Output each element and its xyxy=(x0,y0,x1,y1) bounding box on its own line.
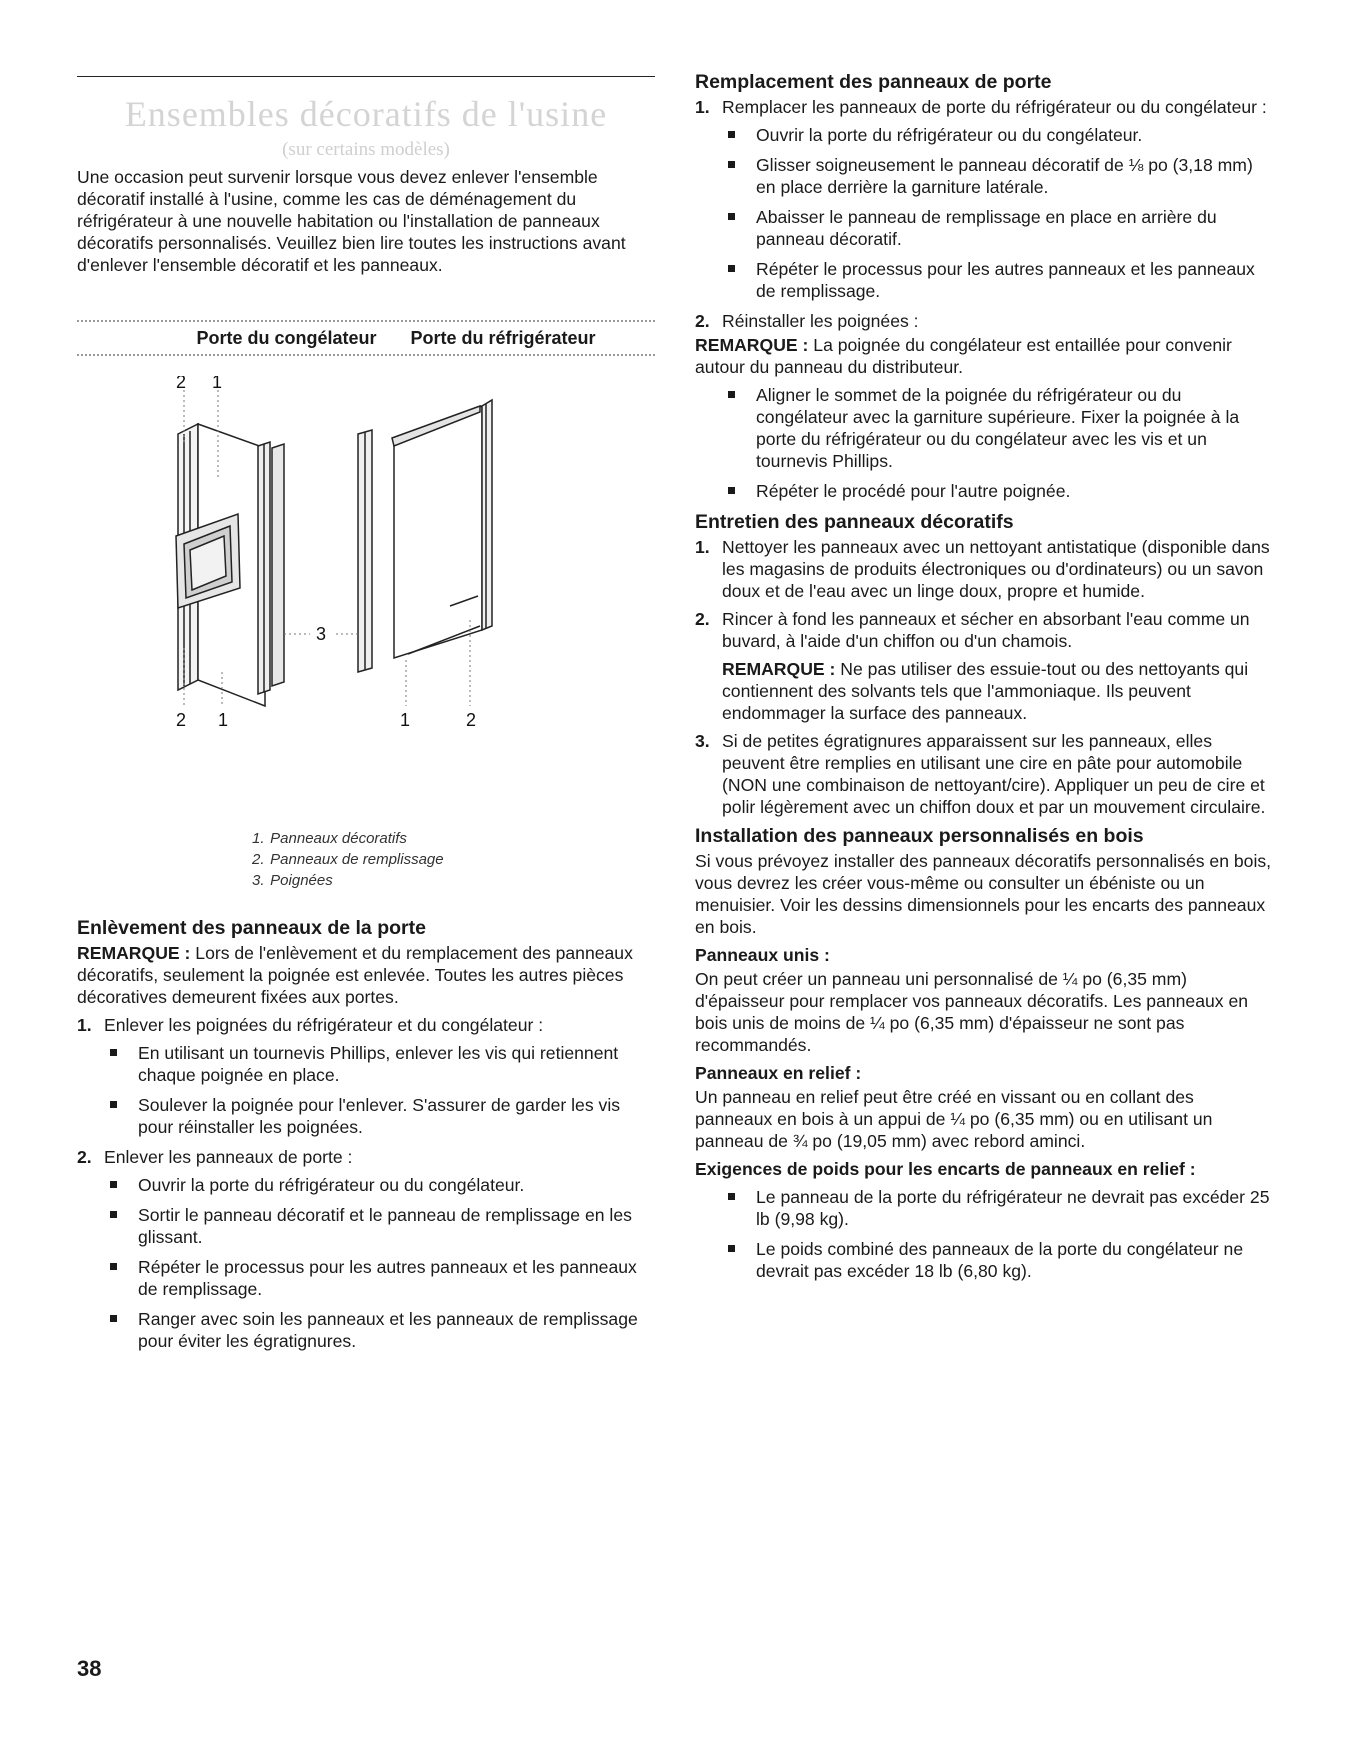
list-item: Aligner le sommet de la poignée du réfrigérateur ou du congélateur avec la garniture supérieure. Fixer la poignée à la porte du réfrigérateur ou du congélateur avec les vis et un tournevis Phillips. xyxy=(722,384,1275,472)
list-item: 1. Remplacer les panneaux de porte du réfrigérateur ou du congélateur : Ouvrir la porte du réfrigérateur ou du congélateur. Glisser soigneusement le panneau décoratif de ⅛ po (3,18 mm) en place derrière la garniture latérale. Abaisser le panneau de remplissage en place en arrière du panneau décoratif. Répéter le processus pour les autres panneaux et les panneaux de remplissage. xyxy=(695,96,1275,302)
list-item: 2. Rincer à fond les panneaux et sécher en absorbant l'eau comme un buvard, à l'aide d'un chiffon ou d'un chamois. REMARQUE : Ne pas utiliser des essuie-tout ou des nettoyants qui contiennent des solvants tels que l'ammoniaque. Ils peuvent endommager la surface des panneaux. xyxy=(695,608,1275,724)
door-table-header xyxy=(77,320,655,360)
page-subtitle: (sur certains modèles) xyxy=(282,139,450,160)
list-item: 2. Enlever les panneaux de porte : Ouvrir la porte du réfrigérateur ou du congélateur. Sortir le panneau décoratif et le panneau de remplissage en les glissant. Répéter le processus pour les autres panneaux et les panneaux de remplissage. Ranger avec soin les panneaux et les panneaux de remplissage pour éviter les égratignures. xyxy=(77,1146,657,1352)
list-item: 1. Nettoyer les panneaux avec un nettoyant antistatique (disponible dans les magasins de produits électroniques ou d'ordinateurs) ou un savon doux et de l'eau avec un linge doux, propre et humide. xyxy=(695,537,1270,601)
dotted-divider-bottom xyxy=(77,354,655,356)
replace-steps xyxy=(695,96,1275,332)
intro-paragraph: Une occasion peut survenir lorsque vous devez enlever l'ensemble décoratif installé à l'usine, comme les cas de déménagement du réfrigérateur à une nouvelle habitation ou l'installation de panneaux décoratifs personnalisés. Veuillez bien lire toutes les instructions avant d'enlever l'ensemble décoratif et les panneaux. xyxy=(77,167,626,275)
list-item: Répéter le processus pour les autres panneaux et les panneaux de remplissage. xyxy=(104,1256,657,1300)
list-item: Ranger avec soin les panneaux et les panneaux de remplissage pour éviter les égratignures. xyxy=(104,1308,657,1352)
label-bottom-left-2: 2 xyxy=(176,710,187,730)
care-heading: Entretien des panneaux décoratifs xyxy=(695,511,1014,533)
figure-legend xyxy=(252,828,444,891)
legend-item: 2. Panneaux de remplissage xyxy=(252,851,444,868)
replace-section xyxy=(695,70,1275,1290)
legend-item: 3. Poignées xyxy=(252,872,333,889)
decor-panel-illustration xyxy=(160,376,580,816)
list-item: Répéter le processus pour les autres panneaux et les panneaux de remplissage. xyxy=(722,258,1275,302)
list-item: Abaisser le panneau de remplissage en place en arrière du panneau décoratif. xyxy=(722,206,1275,250)
label-bottom-left-1: 1 xyxy=(218,710,229,730)
wood-intro: Si vous prévoyez installer des panneaux décoratifs personnalisés en bois, vous devrez les créer vous-même ou consulter un ébéniste ou un menuisier. Voir les dessins dimensionnels pour les encarts des panneaux en bois. xyxy=(695,851,1272,937)
top-rule xyxy=(77,76,655,77)
fridge-door-heading: Porte du réfrigérateur xyxy=(410,328,596,348)
removal-section xyxy=(77,916,657,1360)
label-top-2: 2 xyxy=(176,376,187,392)
page-number: 38 xyxy=(77,1656,102,1681)
freezer-door-heading: Porte du congélateur xyxy=(196,328,377,348)
page-title: Ensembles décoratifs de l'usine xyxy=(124,94,608,134)
list-item: Ouvrir la porte du réfrigérateur ou du congélateur. xyxy=(722,124,1275,146)
list-item: Soulever la poignée pour l'enlever. S'assurer de garder les vis pour réinstaller les poignées. xyxy=(104,1094,657,1138)
list-item: En utilisant un tournevis Phillips, enlever les vis qui retiennent chaque poignée en place. xyxy=(104,1042,657,1086)
handle-bullets xyxy=(695,384,1275,502)
legend-item: 1. Panneaux décoratifs xyxy=(252,830,407,847)
removal-note: REMARQUE : Lors de l'enlèvement et du remplacement des panneaux décoratifs, seulement la poignée est enlevée. Toutes les autres pièces décoratives demeurent fixées aux portes. xyxy=(77,943,633,1007)
label-bottom-right-2: 2 xyxy=(466,710,477,730)
flat-panels-text: On peut créer un panneau uni personnalisé de ¼ po (6,35 mm) d'épaisseur pour remplacer vos panneaux décoratifs. Les panneaux en bois unis de moins de ¼ po (6,35 mm) d'épaisseur ne sont pas recommandés. xyxy=(695,969,1249,1055)
flat-panels-heading: Panneaux unis : xyxy=(695,945,830,965)
relief-panels-text: Un panneau en relief peut être créé en vissant ou en collant des panneaux en bois à un appui de ¼ po (6,35 mm) ou en utilisant un panneau de ¾ po (19,05 mm) avec rebord aminci. xyxy=(695,1087,1213,1151)
list-item: 3. Si de petites égratignures apparaissent sur les panneaux, elles peuvent être remplies en utilisant une cire en pâte pour automobile (NON une combinaison de nettoyant/cire). Appliquer un peu de cire et polir légèrement avec un chiffon doux et par un mouvement circulaire. xyxy=(695,731,1266,817)
list-item: Sortir le panneau décoratif et le panneau de remplissage en les glissant. xyxy=(104,1204,657,1248)
list-item: Ouvrir la porte du réfrigérateur ou du congélateur. xyxy=(104,1174,657,1196)
list-item: Glisser soigneusement le panneau décoratif de ⅛ po (3,18 mm) en place derrière la garniture latérale. xyxy=(722,154,1275,198)
weight-bullets xyxy=(695,1186,1275,1282)
label-top-1: 1 xyxy=(212,376,223,392)
list-item: Répéter le procédé pour l'autre poignée. xyxy=(722,480,1275,502)
wood-heading: Installation des panneaux personnalisés en bois xyxy=(695,825,1144,847)
list-item: Le poids combiné des panneaux de la porte du congélateur ne devrait pas excéder 18 lb (6,80 kg). xyxy=(722,1238,1275,1282)
replace-note: REMARQUE : La poignée du congélateur est entaillée pour convenir autour du panneau du distributeur. xyxy=(695,335,1232,377)
list-item: 1. Enlever les poignées du réfrigérateur et du congélateur : En utilisant un tournevis Phillips, enlever les vis qui retiennent chaque poignée en place. Soulever la poignée pour l'enlever. S'assurer de garder les vis pour réinstaller les poignées. xyxy=(77,1014,657,1138)
label-bottom-right-1: 1 xyxy=(400,710,411,730)
list-item: Le panneau de la porte du réfrigérateur ne devrait pas excéder 25 lb (9,98 kg). xyxy=(722,1186,1275,1230)
care-steps xyxy=(695,536,1275,818)
label-handles-3: 3 xyxy=(316,624,327,644)
list-item: 2. Réinstaller les poignées : xyxy=(695,311,919,331)
decor-panel-diagram xyxy=(160,376,580,816)
removal-heading: Enlèvement des panneaux de la porte xyxy=(77,917,426,939)
relief-panels-heading: Panneaux en relief : xyxy=(695,1063,862,1083)
care-note: REMARQUE : Ne pas utiliser des essuie-tout ou des nettoyants qui contiennent des solvants tels que l'ammoniaque. Ils peuvent endommager la surface des panneaux. xyxy=(722,659,1249,723)
replace-heading: Remplacement des panneaux de porte xyxy=(695,71,1052,93)
weight-requirements-heading: Exigences de poids pour les encarts de panneaux en relief : xyxy=(695,1159,1196,1179)
removal-steps xyxy=(77,1014,657,1352)
